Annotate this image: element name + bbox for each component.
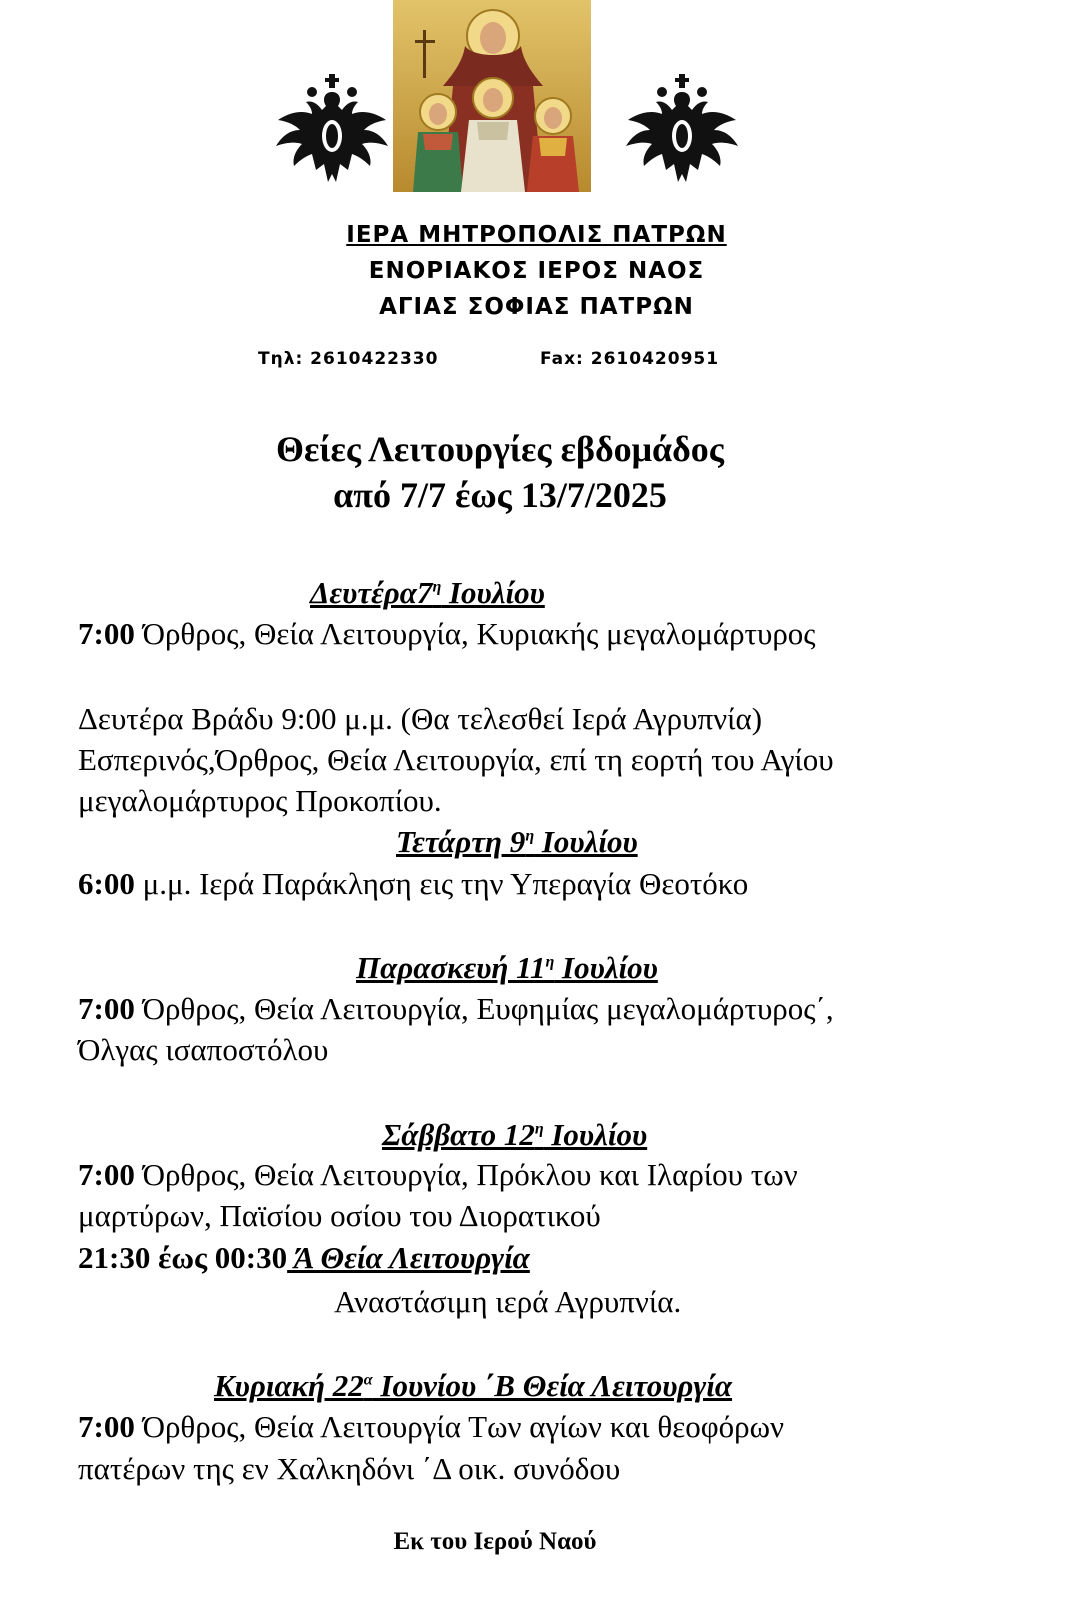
- service-line-saturday-2: μαρτύρων, Παϊσίου οσίου του Διορατικού: [78, 1198, 601, 1233]
- service-line-monday: 7:00 Όρθρος, Θεία Λειτουργία, Κυριακής μεγαλομάρτυρος: [78, 616, 816, 651]
- header-metropolis: ΙΕΡΑ ΜΗΤΡΟΠΟΛΙΣ ΠΑΤΡΩΝ: [346, 222, 727, 248]
- header-phone: Τηλ: 2610422330: [258, 349, 439, 369]
- double-headed-eagle-left-icon: [272, 70, 392, 190]
- page-subtitle-dates: από 7/7 έως 13/7/2025: [333, 475, 667, 515]
- vigil-line-3: μεγαλομάρτυρος Προκοπίου.: [78, 783, 442, 818]
- vigil-line-1: Δευτέρα Βράδυ 9:00 μ.μ. (Θα τελεσθεί Ιερά Αγρυπνία): [78, 701, 763, 736]
- service-line-friday-1: 7:00 Όρθρος, Θεία Λειτουργία, Ευφημίας μεγαλομάρτυρος΄,: [78, 991, 834, 1026]
- service-line-sunday-1: 7:00 Όρθρος, Θεία Λειτουργία Των αγίων και θεοφόρων: [78, 1409, 785, 1444]
- header-parish: ΕΝΟΡΙΑΚΟΣ ΙΕΡΟΣ ΝΑΟΣ: [368, 258, 705, 284]
- vigil-note: Αναστάσιμη ιερά Αγρυπνία.: [334, 1284, 682, 1319]
- service-line-saturday-1: 7:00 Όρθρος, Θεία Λειτουργία, Πρόκλου και Ιλαρίου των: [78, 1157, 798, 1192]
- day-heading-saturday: Σάββατο $12^\eta$ Ιουλίου: [382, 1117, 648, 1152]
- service-line-sunday-2: πατέρων της εν Χαλκηδόνι ΄Δ οικ. συνόδου: [78, 1451, 621, 1486]
- day-heading-friday: Παρασκευή $11^\eta$ Ιουλίου: [356, 950, 658, 985]
- service-line-friday-2: Όλγας ισαποστόλου: [78, 1032, 329, 1067]
- header-fax: Fax: 2610420951: [540, 349, 720, 369]
- day-heading-wednesday: Τετάρτη $9^\eta$ Ιουλίου: [396, 824, 638, 859]
- service-line-wednesday: 6:00 μ.μ. Ιερά Παράκληση εις την Υπεραγία Θεοτόκο: [78, 866, 749, 901]
- night-liturgy-line: 21:30 έως 00:30 Ά Θεία Λειτουργία: [78, 1240, 530, 1275]
- day-heading-monday: $\Delta\varepsilon\upsilon\tau έ\rho\alpha 7^\eta$ Ιουλίου: [310, 575, 545, 610]
- header-church: ΑΓΙΑΣ ΣΟΦΙΑΣ ΠΑΤΡΩΝ: [379, 294, 694, 320]
- saint-sophia-icon: [393, 0, 591, 192]
- day-heading-sunday: Κυριακή $22^\alpha$ Ιουνίου ΄Β Θεία Λειτουργία: [214, 1368, 733, 1403]
- vigil-line-2: Εσπερινός,Όρθρος, Θεία Λειτουργία, επί τη εορτή του Αγίου: [78, 742, 834, 777]
- page-title: Θείες Λειτουργίες εβδομάδος: [276, 429, 724, 469]
- double-headed-eagle-right-icon: [622, 70, 742, 190]
- footer-signature: Εκ του Ιερού Ναού: [393, 1528, 597, 1555]
